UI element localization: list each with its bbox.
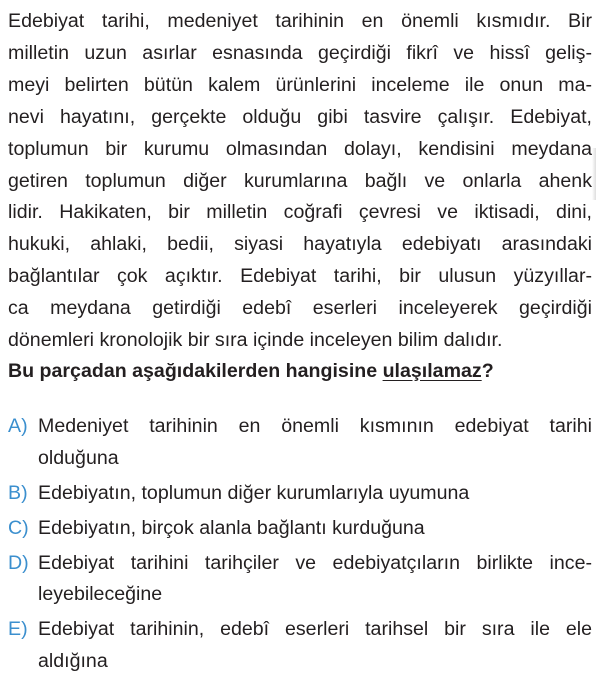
passage-line: hukuki, ahlaki, bedii, siyasi hayatıyla edebiyatı arasındaki [8,233,592,256]
option-letter: B) [8,481,28,504]
passage-line: meyi belirten bütün kalem ürünlerini inceleme ile onun ma- [8,73,592,96]
option-line: Edebiyat tarihini tarihçiler ve edebiyatçıların birlikte ince- [38,551,592,574]
option-text [38,513,592,545]
page-edge-shadow [592,148,596,200]
option-line: Edebiyatın, toplumun diğer kurumlarıyla uyumuna [38,481,470,504]
option-e[interactable] [8,614,592,677]
option-text [38,548,592,611]
option-c[interactable] [8,513,592,545]
passage-line: getiren toplumun diğer kurumlarına bağlı ve onlarla ahenk [8,169,592,192]
question-page [8,6,592,672]
option-text [38,614,592,677]
option-line: olduğuna [38,446,119,469]
question-stem [8,360,494,383]
question-suffix: ? [481,360,494,382]
option-letter: E) [8,618,28,640]
option-line: Medeniyet tarihinin en önemli kısmının edebiyat tarihi [38,415,592,437]
option-line: Edebiyat tarihinin, edebî eserleri tarihsel bir sıra ile ele [38,618,592,640]
option-line: aldığına [38,649,108,672]
option-line: leyebileceğine [38,583,163,605]
option-letter: C) [8,516,29,539]
option-text [38,478,592,510]
passage-line: bağlantılar çok açıktır. Edebiyat tarihi, bir ulusun yüzyıllar- [8,265,592,288]
passage-line: Edebiyat tarihi, medeniyet tarihinin en önemli kısmıdır. Bir [8,10,592,32]
question-emphasis: ulaşılamaz [382,360,482,382]
option-letter: D) [8,551,29,574]
passage-line: ca meydana getirdiği edebî eserleri inceleyerek geçirdiği [8,297,592,320]
question-prefix: Bu parçadan aşağıdakilerden hangisine [8,360,383,382]
passage-line: toplumun bir kurumu olmasından dolayı, kendisini meydana [8,137,592,160]
option-text [38,411,592,474]
reading-passage [8,6,592,357]
option-letter: A) [8,415,28,437]
passage-line: milletin uzun asırlar esnasında geçirdiği fikrî ve hissî geliş- [8,41,592,64]
passage-line: nevi hayatını, gerçekte olduğu gibi tasvire çalışır. Edebiyat, [8,105,592,128]
passage-line: dönemleri kronolojik bir sıra içinde inceleyen bilim dalıdır. [8,329,503,352]
answer-options [8,411,592,681]
option-d[interactable] [8,548,592,611]
option-a[interactable] [8,411,592,474]
passage-line: lidir. Hakikaten, bir milletin coğrafi çevresi ve iktisadi, dini, [8,201,592,224]
option-line: Edebiyatın, birçok alanla bağlantı kurduğuna [38,516,425,539]
option-b[interactable] [8,478,592,510]
